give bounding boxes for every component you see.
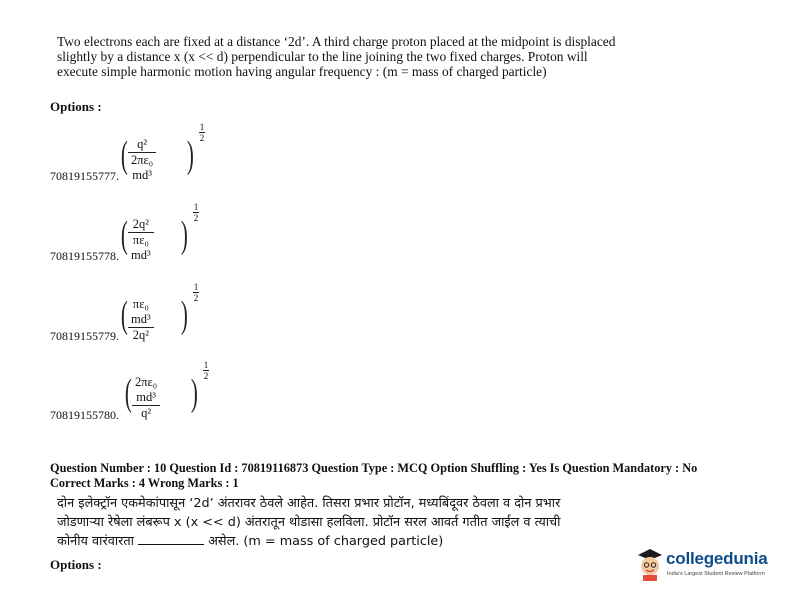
marathi-line-3-start: कोनीय वारंवारता bbox=[57, 534, 134, 549]
option-id-3: 70819155779. bbox=[50, 329, 119, 343]
option-id-4: 70819155780. bbox=[50, 408, 119, 422]
formula-denominator: 2πε₀ md³ bbox=[131, 153, 154, 182]
question-meta-line-2: Correct Marks : 4 Wrong Marks : 1 bbox=[50, 476, 239, 490]
logo-wordmark: collegedunia bbox=[666, 549, 768, 568]
exponent-denominator: 2 bbox=[203, 371, 209, 381]
marathi-line-3-end: असेल. (m = mass of charged particle) bbox=[208, 534, 444, 549]
collegedunia-logo bbox=[636, 545, 786, 585]
answer-blank bbox=[138, 534, 204, 545]
formula-numerator: 2πε₀ md³ bbox=[132, 375, 160, 406]
options-heading: Options : bbox=[50, 99, 102, 114]
option-id-1: 70819155777. bbox=[50, 169, 119, 183]
formula-numerator: q² bbox=[128, 137, 156, 153]
exponent-numerator: 1 bbox=[193, 282, 199, 292]
exponent-denominator: 2 bbox=[193, 293, 199, 303]
exponent-numerator: 1 bbox=[203, 360, 209, 370]
formula-denominator: q² bbox=[141, 406, 152, 420]
question-meta bbox=[50, 461, 750, 491]
formula-numerator: πε₀ md³ bbox=[128, 297, 154, 328]
question-text: Two electrons each are fixed at a distance ‘2d’. A third charge proton placed at the midpoint is displaced slightly by a distance x (x << d) perpendicular to the line joining the two fixed charges. Proton will execute simple harmonic motion having angular frequency : (m = mass of charged particle) bbox=[57, 34, 616, 79]
exponent-numerator: 1 bbox=[193, 202, 199, 212]
question-text-marathi bbox=[57, 494, 597, 551]
marathi-line-3 bbox=[57, 532, 597, 551]
exponent-numerator: 1 bbox=[199, 122, 205, 132]
formula-denominator: πε₀ md³ bbox=[131, 233, 151, 262]
mascot-icon bbox=[636, 547, 664, 581]
marathi-line-1: दोन इलेक्ट्रॉन एकमेकांपासून ‘2d’ अंतरावर ठेवले आहेत. तिसरा प्रभार प्रोटॉन, मध्यबिंदूवर ठेवला व दोन प्रभार bbox=[57, 496, 561, 511]
formula-numerator: 2q² bbox=[128, 217, 154, 233]
logo-tagline: India's Largest Student Review Platform bbox=[667, 571, 765, 577]
exponent-denominator: 2 bbox=[193, 213, 199, 223]
options-heading-2: Options : bbox=[50, 557, 102, 572]
exponent-denominator: 2 bbox=[199, 133, 205, 143]
question-meta-line-1: Question Number : 10 Question Id : 70819116873 Question Type : MCQ Option Shuffling : Yes Is Question Mandatory : No bbox=[50, 461, 698, 475]
option-id-2: 70819155778. bbox=[50, 249, 119, 263]
formula-denominator: 2q² bbox=[132, 328, 149, 342]
marathi-line-2: जोडणाऱ्या रेषेला लंबरूप x (x << d) अंतरातून थोडासा हलविला. प्रोटॉन सरल आवर्त गतीत जाईल व त्याची bbox=[57, 515, 561, 530]
